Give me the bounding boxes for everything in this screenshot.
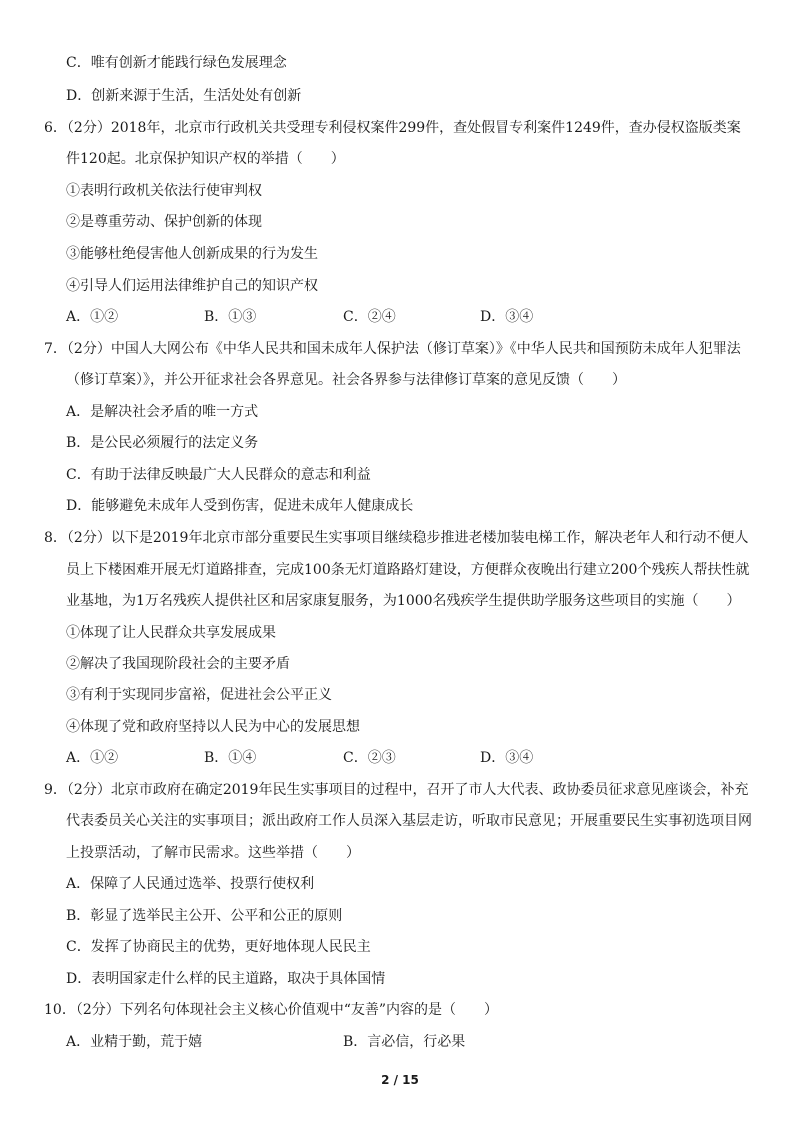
question-7-option-a: A．是解决社会矛盾的唯一方式 — [66, 404, 259, 420]
question-7-stem-line1: 7．（2分）中国人大网公布《中华人民共和国未成年人保护法（修订草案）》《中华人民共和国预防未成年人犯罪法 — [44, 341, 741, 357]
choice-c: C．②④ — [343, 309, 396, 325]
choice-c: C．②③ — [343, 750, 396, 766]
question-9-stem-line1: 9．（2分）北京市政府在确定2019年民生实事项目的过程中，召开了市人大代表、政协委员征求意见座谈会，补充 — [44, 782, 749, 798]
choice-a: A．①② — [66, 309, 119, 325]
question-9-stem-line2: 代表委员关心关注的实事项目；派出政府工作人员深入基层走访，听取市民意见；开展重要民生实事初选项目网 — [66, 813, 752, 829]
choice-a: A．①② — [66, 750, 119, 766]
question-8-item: ③有利于实现同步富裕，促进社会公平正义 — [66, 687, 332, 703]
question-9-option-d: D．表明国家走什么样的民主道路，取决于具体国情 — [66, 971, 386, 987]
question-6-item: ④引导人们运用法律维护自己的知识产权 — [66, 278, 318, 294]
question-9-option-a: A．保障了人民通过选举、投票行使权利 — [66, 876, 315, 892]
question-8-choices — [66, 749, 746, 767]
choice-b: B．①④ — [204, 750, 257, 766]
question-7-option-d: D．能够避免未成年人受到伤害，促进未成年人健康成长 — [66, 498, 414, 514]
choice-d: D．③④ — [480, 750, 534, 766]
question-7-option-b: B．是公民必须履行的法定义务 — [66, 435, 259, 451]
page-number: 2 / 15 — [381, 1073, 419, 1087]
question-8-stem-line2: 员上下楼困难开展无灯道路排查，完成100条无灯道路路灯建设，方便群众夜晚出行建立200个残疾人帮扶性就 — [66, 562, 750, 578]
question-8-item: ②解决了我国现阶段社会的主要矛盾 — [66, 656, 290, 672]
option-d: D．创新来源于生活，生活处处有创新 — [66, 88, 302, 104]
question-10-stem: 10．（2分）下列名句体现社会主义核心价值观中“友善”内容的是（ ） — [44, 1002, 499, 1018]
question-6-item: ③能够杜绝侵害他人创新成果的行为发生 — [66, 246, 318, 262]
question-7-option-c: C．有助于法律反映最广大人民群众的意志和利益 — [66, 467, 371, 483]
choice-b: B．言必信，行必果 — [343, 1034, 466, 1050]
choice-b: B．①③ — [204, 309, 257, 325]
question-6-item: ②是尊重劳动、保护创新的体现 — [66, 214, 262, 230]
question-7-stem-line2: （修订草案）》，并公开征求社会各界意见。社会各界参与法律修订草案的意见反馈（ ） — [66, 372, 626, 388]
question-8-item: ④体现了党和政府坚持以人民为中心的发展思想 — [66, 719, 360, 735]
choice-a: A．业精于勤，荒于嬉 — [66, 1034, 203, 1050]
question-10-choices — [66, 1033, 746, 1051]
question-6-stem-line2: 件120起。北京保护知识产权的举措（ ） — [66, 151, 345, 167]
question-9-option-c: C．发挥了协商民主的优势，更好地体现人民民主 — [66, 939, 371, 955]
question-6-choices — [66, 308, 746, 326]
question-8-item: ①体现了让人民群众共享发展成果 — [66, 625, 276, 641]
question-9-stem-line3: 上投票活动，了解市民需求。这些举措（ ） — [66, 845, 360, 861]
question-9-option-b: B．彰显了选举民主公开、公平和公正的原则 — [66, 908, 343, 924]
option-c: C．唯有创新才能践行绿色发展理念 — [66, 55, 287, 71]
question-8-stem-line3: 业基地，为1万名残疾人提供社区和居家康复服务，为1000名残疾学生提供助学服务这些项目的实施（ ） — [66, 593, 741, 609]
question-8-stem-line1: 8．（2分）以下是2019年北京市部分重要民生实事项目继续稳步推进老楼加装电梯工作，解决老年人和行动不便人 — [44, 530, 749, 546]
choice-d: D．③④ — [480, 309, 534, 325]
question-6-item: ①表明行政机关依法行使审判权 — [66, 183, 262, 199]
question-6-stem-line1: 6．（2分）2018年，北京市行政机关共受理专利侵权案件299件，查处假冒专利案件1249件，查办侵权盗版类案 — [44, 120, 741, 136]
